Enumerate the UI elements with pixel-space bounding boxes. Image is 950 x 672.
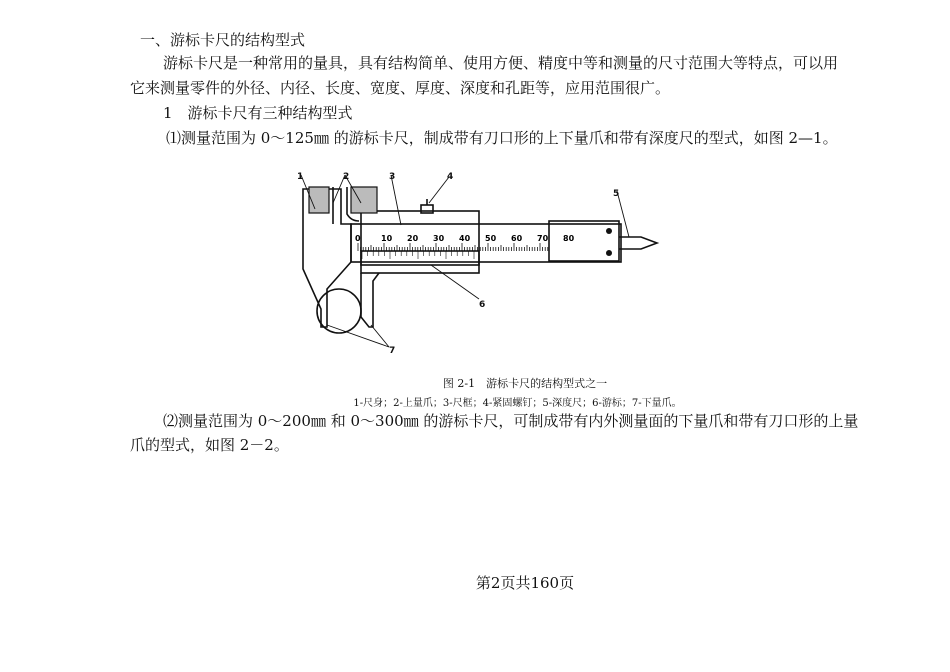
- callout-7: 7: [389, 346, 396, 356]
- list-item-2-line-1: ⑵测量范围为 0～200㎜ 和 0～300㎜ 的游标卡尺，可制成带有内外测量面的下量爪和带有刀口形的上量: [163, 412, 859, 430]
- scale-label: 70: [537, 234, 549, 243]
- main-beam: [351, 224, 621, 262]
- scale-label: 80: [563, 234, 575, 243]
- scale-label: 0: [355, 234, 361, 243]
- callout-6: 6: [479, 300, 486, 310]
- callout-2: 2: [343, 172, 350, 182]
- vernier-caliper-figure: [261, 169, 669, 357]
- scale-label: 50: [485, 234, 497, 243]
- vernier-ticks: [362, 251, 474, 259]
- paragraph-1-line-2: 它来测量零件的外径、内径、长度、宽度、厚度、深度和孔距等，应用范围很广。: [130, 79, 671, 97]
- main-scale-ticks: [358, 243, 548, 251]
- callout-5: 5: [613, 189, 620, 199]
- scale-labels: [355, 234, 575, 243]
- figure-caption: 图 2-1 游标卡尺的结构型式之一: [442, 377, 608, 390]
- sliding-jaw: [361, 273, 379, 327]
- hatched-block-right: [351, 187, 377, 213]
- paragraph-1-line-1: 游标卡尺是一种常用的量具，具有结构简单、使用方便、精度中等和测量的尺寸范围大等特点，可以用: [163, 54, 839, 72]
- scale-label: 30: [433, 234, 445, 243]
- callout-4: 4: [447, 172, 454, 182]
- workpiece: [317, 289, 361, 333]
- section-heading: 一、游标卡尺的结构型式: [140, 31, 306, 49]
- subsection-title: 1 游标卡尺有三种结构型式: [163, 104, 353, 122]
- depth-rod: [619, 237, 657, 249]
- lock-screw: [421, 205, 433, 213]
- callout-3: 3: [389, 172, 396, 182]
- list-item-2-line-2: 爪的型式，如图 2－2。: [130, 436, 289, 454]
- list-item-1: ⑴测量范围为 0～125㎜ 的游标卡尺，制成带有刀口形的上下量爪和带有深度尺的型式，如图 2—1。: [166, 129, 838, 147]
- hatched-block-left: [309, 187, 329, 213]
- callout-1: 1: [297, 172, 304, 182]
- scale-label: 60: [511, 234, 523, 243]
- scale-label: 20: [407, 234, 419, 243]
- scale-label: 10: [381, 234, 393, 243]
- scale-label: 40: [459, 234, 471, 243]
- figure-legend: 1-尺身；2-上量爪；3-尺框；4-紧固螺钉；5-深度尺；6-游标；7-下量爪。: [353, 398, 682, 409]
- caliper-drawing: [261, 169, 669, 357]
- page-footer: 第2页共160页: [475, 574, 575, 592]
